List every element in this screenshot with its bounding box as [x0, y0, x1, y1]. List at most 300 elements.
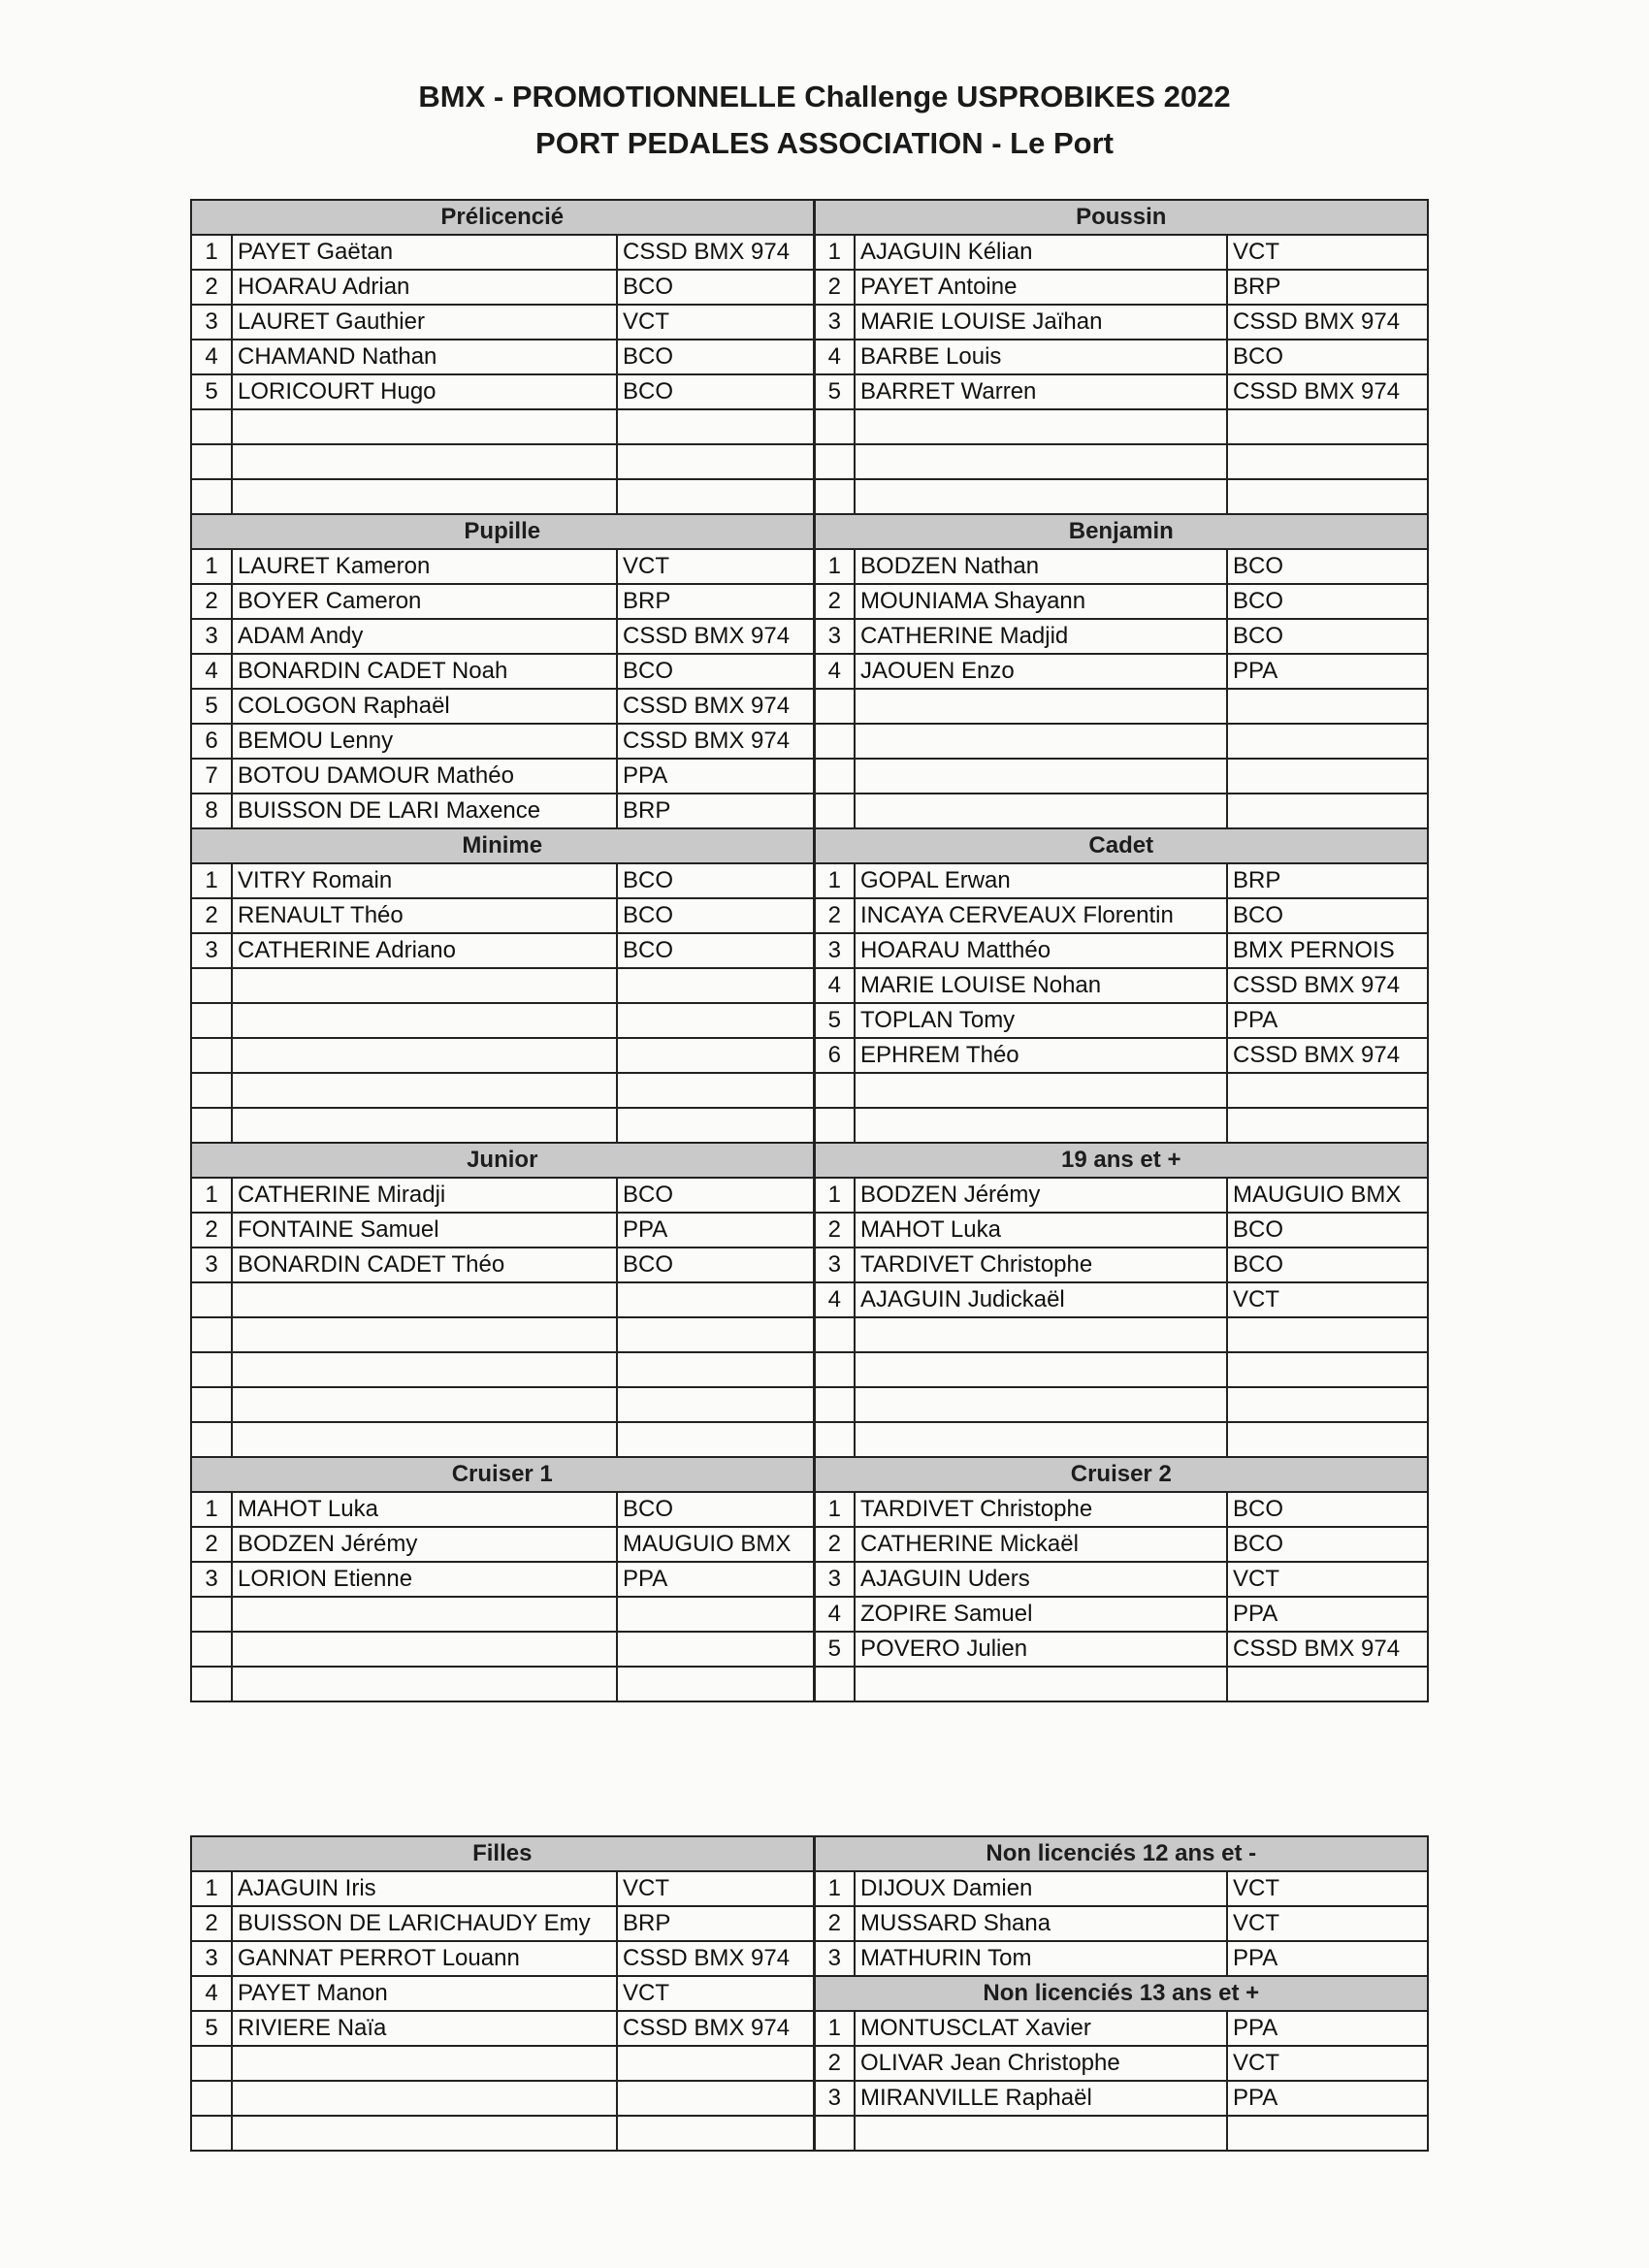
rider-name-cell: CHAMAND Nathan: [232, 340, 617, 374]
club-cell: CSSD BMX 974: [1227, 1632, 1428, 1667]
table-row: [191, 759, 1428, 794]
club-cell: VCT: [617, 1976, 814, 2011]
rider-name-cell: LAURET Gauthier: [232, 305, 617, 340]
rank-cell: [814, 1352, 855, 1387]
rank-cell: [191, 1317, 232, 1352]
rider-name-cell: AJAGUIN Uders: [855, 1562, 1227, 1597]
rank-cell: [191, 479, 232, 514]
club-cell: VCT: [1227, 1282, 1428, 1317]
club-cell: BCO: [617, 898, 814, 933]
rider-name-cell: [232, 1003, 617, 1038]
rider-name-cell: BODZEN Jérémy: [855, 1178, 1227, 1213]
rider-name-cell: PAYET Antoine: [855, 270, 1227, 305]
rank-cell: 4: [191, 340, 232, 374]
rider-name-cell: LORION Etienne: [232, 1562, 617, 1597]
rider-name-cell: BODZEN Nathan: [855, 549, 1227, 584]
table-row: [191, 340, 1428, 374]
table-row: [191, 1422, 1428, 1457]
rank-cell: [814, 1422, 855, 1457]
rank-cell: [191, 1667, 232, 1701]
table-row: [191, 724, 1428, 759]
rider-name-cell: GOPAL Erwan: [855, 863, 1227, 898]
club-cell: [617, 2116, 814, 2151]
rider-name-cell: BEMOU Lenny: [232, 724, 617, 759]
document-header: [0, 74, 1649, 167]
rider-name-cell: AJAGUIN Iris: [232, 1871, 617, 1906]
rider-name-cell: AJAGUIN Judickaël: [855, 1282, 1227, 1317]
rider-name-cell: [855, 1317, 1227, 1352]
rank-cell: [191, 1422, 232, 1457]
rank-cell: [191, 968, 232, 1003]
rank-cell: 5: [814, 1003, 855, 1038]
club-cell: BCO: [617, 270, 814, 305]
rider-name-cell: JAOUEN Enzo: [855, 654, 1227, 689]
club-cell: BCO: [1227, 898, 1428, 933]
club-cell: BCO: [617, 340, 814, 374]
club-cell: [1227, 689, 1428, 724]
rider-name-cell: BONARDIN CADET Théo: [232, 1247, 617, 1282]
category-title: Non licenciés 13 ans et +: [814, 1976, 1428, 2011]
rank-cell: 2: [191, 270, 232, 305]
rider-name-cell: [232, 1387, 617, 1422]
category-title: Benjamin: [814, 514, 1428, 549]
table-row: [191, 619, 1428, 654]
rank-cell: [814, 1108, 855, 1143]
rider-name-cell: POVERO Julien: [855, 1632, 1227, 1667]
rank-cell: [191, 2046, 232, 2081]
club-cell: [617, 409, 814, 444]
rank-cell: 3: [814, 1247, 855, 1282]
rider-name-cell: [232, 2116, 617, 2151]
rank-cell: 1: [814, 235, 855, 270]
rider-name-cell: [232, 1108, 617, 1143]
category-header-row: [191, 200, 1428, 235]
rank-cell: [191, 1282, 232, 1317]
rider-name-cell: [232, 2046, 617, 2081]
table-row: [191, 1073, 1428, 1108]
club-cell: PPA: [617, 1213, 814, 1247]
rank-cell: 6: [191, 724, 232, 759]
rank-cell: 1: [814, 863, 855, 898]
club-cell: CSSD BMX 974: [1227, 1038, 1428, 1073]
club-cell: BCO: [617, 1247, 814, 1282]
category-title: Non licenciés 12 ans et -: [814, 1836, 1428, 1871]
club-cell: VCT: [617, 1871, 814, 1906]
club-cell: [617, 1108, 814, 1143]
rank-cell: 1: [191, 1492, 232, 1527]
rider-name-cell: BUISSON DE LARI Maxence: [232, 794, 617, 828]
rank-cell: [814, 409, 855, 444]
category-title: Prélicencié: [191, 200, 814, 235]
rank-cell: 5: [191, 689, 232, 724]
rider-name-cell: BARRET Warren: [855, 374, 1227, 409]
rank-cell: [814, 1667, 855, 1701]
rank-cell: 1: [191, 235, 232, 270]
table-row: [191, 1597, 1428, 1632]
rank-cell: 4: [191, 654, 232, 689]
table-row: [191, 549, 1428, 584]
rider-name-cell: [232, 1073, 617, 1108]
club-cell: MAUGUIO BMX: [1227, 1178, 1428, 1213]
results-table-main: [190, 199, 1429, 1702]
rider-name-cell: BOTOU DAMOUR Mathéo: [232, 759, 617, 794]
rider-name-cell: [855, 1108, 1227, 1143]
rider-name-cell: CATHERINE Adriano: [232, 933, 617, 968]
club-cell: [617, 1597, 814, 1632]
rider-name-cell: EPHREM Théo: [855, 1038, 1227, 1073]
club-cell: [617, 1352, 814, 1387]
rank-cell: 1: [814, 2011, 855, 2046]
rider-name-cell: [232, 2081, 617, 2116]
table-row: [191, 2081, 1428, 2116]
club-cell: BCO: [617, 1178, 814, 1213]
club-cell: [1227, 409, 1428, 444]
rank-cell: 2: [191, 1527, 232, 1562]
rank-cell: [191, 1597, 232, 1632]
club-cell: BCO: [1227, 619, 1428, 654]
rank-cell: [191, 1632, 232, 1667]
rank-cell: [191, 1003, 232, 1038]
rank-cell: [191, 1073, 232, 1108]
club-cell: BCO: [617, 863, 814, 898]
table-row: [191, 1527, 1428, 1562]
rider-name-cell: RIVIERE Naïa: [232, 2011, 617, 2046]
club-cell: BRP: [617, 584, 814, 619]
rider-name-cell: [232, 1422, 617, 1457]
rank-cell: 3: [814, 2081, 855, 2116]
club-cell: VCT: [1227, 1871, 1428, 1906]
club-cell: BRP: [617, 1906, 814, 1941]
rank-cell: 2: [191, 1213, 232, 1247]
club-cell: CSSD BMX 974: [1227, 305, 1428, 340]
club-cell: CSSD BMX 974: [617, 2011, 814, 2046]
category-title: Cruiser 2: [814, 1457, 1428, 1492]
rank-cell: 2: [191, 584, 232, 619]
table-row: [191, 1247, 1428, 1282]
category-header-row: [191, 1457, 1428, 1492]
rider-name-cell: BONARDIN CADET Noah: [232, 654, 617, 689]
club-cell: BRP: [1227, 270, 1428, 305]
rank-cell: [191, 2081, 232, 2116]
rank-cell: [814, 1387, 855, 1422]
club-cell: [617, 1317, 814, 1352]
rank-cell: 2: [814, 1527, 855, 1562]
rank-cell: 1: [191, 1178, 232, 1213]
club-cell: [617, 1632, 814, 1667]
rank-cell: 5: [814, 1632, 855, 1667]
club-cell: [1227, 1667, 1428, 1701]
club-cell: [1227, 759, 1428, 794]
rider-name-cell: MONTUSCLAT Xavier: [855, 2011, 1227, 2046]
rider-name-cell: BUISSON DE LARICHAUDY Emy: [232, 1906, 617, 1941]
club-cell: PPA: [1227, 1941, 1428, 1976]
club-cell: [1227, 1073, 1428, 1108]
club-cell: BCO: [617, 933, 814, 968]
club-cell: [1227, 2116, 1428, 2151]
club-cell: [617, 444, 814, 479]
rank-cell: [191, 1038, 232, 1073]
rank-cell: [814, 1073, 855, 1108]
rider-name-cell: DIJOUX Damien: [855, 1871, 1227, 1906]
rider-name-cell: [232, 1282, 617, 1317]
club-cell: PPA: [1227, 1597, 1428, 1632]
rider-name-cell: [232, 444, 617, 479]
rank-cell: [191, 1387, 232, 1422]
club-cell: [617, 1003, 814, 1038]
rank-cell: [814, 759, 855, 794]
rider-name-cell: PAYET Manon: [232, 1976, 617, 2011]
rank-cell: 2: [814, 2046, 855, 2081]
category-header-row: [191, 514, 1428, 549]
rank-cell: 2: [191, 898, 232, 933]
rider-name-cell: FONTAINE Samuel: [232, 1213, 617, 1247]
category-title: Cruiser 1: [191, 1457, 814, 1492]
rank-cell: 1: [191, 863, 232, 898]
club-cell: VCT: [1227, 2046, 1428, 2081]
club-cell: PPA: [1227, 2011, 1428, 2046]
table-row: [191, 863, 1428, 898]
table-row: [191, 898, 1428, 933]
rank-cell: [814, 724, 855, 759]
rank-cell: 8: [191, 794, 232, 828]
club-cell: CSSD BMX 974: [617, 1941, 814, 1976]
category-title: Minime: [191, 828, 814, 863]
club-cell: CSSD BMX 974: [617, 689, 814, 724]
rider-name-cell: RENAULT Théo: [232, 898, 617, 933]
table-row: [191, 2116, 1428, 2151]
club-cell: [1227, 794, 1428, 828]
club-cell: VCT: [617, 305, 814, 340]
category-header-row: [191, 1836, 1428, 1871]
club-cell: BCO: [1227, 1527, 1428, 1562]
rank-cell: 2: [814, 270, 855, 305]
rank-cell: 3: [814, 1562, 855, 1597]
club-cell: BCO: [1227, 1247, 1428, 1282]
club-cell: BCO: [617, 1492, 814, 1527]
table-row: [191, 305, 1428, 340]
rank-cell: 1: [814, 549, 855, 584]
rank-cell: 1: [191, 1871, 232, 1906]
rank-cell: 2: [814, 1906, 855, 1941]
table-row: [191, 1213, 1428, 1247]
table-row: [191, 1178, 1428, 1213]
table-row: [191, 1108, 1428, 1143]
rider-name-cell: CATHERINE Madjid: [855, 619, 1227, 654]
rider-name-cell: TARDIVET Christophe: [855, 1492, 1227, 1527]
rider-name-cell: TOPLAN Tomy: [855, 1003, 1227, 1038]
table-row: [191, 1038, 1428, 1073]
rank-cell: [814, 2116, 855, 2151]
rider-name-cell: [232, 1317, 617, 1352]
rank-cell: 3: [814, 619, 855, 654]
rider-name-cell: MARIE LOUISE Nohan: [855, 968, 1227, 1003]
rank-cell: 1: [814, 1178, 855, 1213]
rider-name-cell: [855, 1422, 1227, 1457]
club-cell: [1227, 724, 1428, 759]
rider-name-cell: [855, 444, 1227, 479]
club-cell: MAUGUIO BMX: [617, 1527, 814, 1562]
club-cell: BRP: [617, 794, 814, 828]
club-cell: [617, 968, 814, 1003]
rank-cell: 2: [814, 1213, 855, 1247]
rank-cell: 4: [814, 1597, 855, 1632]
club-cell: [617, 2081, 814, 2116]
rider-name-cell: VITRY Romain: [232, 863, 617, 898]
table-row: [191, 1667, 1428, 1701]
club-cell: [617, 1667, 814, 1701]
club-cell: VCT: [617, 549, 814, 584]
table-row: [191, 235, 1428, 270]
club-cell: BCO: [1227, 340, 1428, 374]
rider-name-cell: MARIE LOUISE Jaïhan: [855, 305, 1227, 340]
rider-name-cell: [855, 409, 1227, 444]
rider-name-cell: [855, 1352, 1227, 1387]
table-row: [191, 1632, 1428, 1667]
rider-name-cell: [855, 759, 1227, 794]
category-title: Poussin: [814, 200, 1428, 235]
rank-cell: 1: [814, 1871, 855, 1906]
club-cell: VCT: [1227, 1906, 1428, 1941]
rank-cell: 4: [814, 1282, 855, 1317]
club-cell: [617, 1387, 814, 1422]
club-cell: VCT: [1227, 235, 1428, 270]
club-cell: PPA: [1227, 654, 1428, 689]
table-row: [191, 1003, 1428, 1038]
club-cell: [617, 479, 814, 514]
rank-cell: [191, 444, 232, 479]
table-row: [191, 1976, 1428, 2011]
rider-name-cell: MAHOT Luka: [232, 1492, 617, 1527]
club-cell: BRP: [1227, 863, 1428, 898]
rank-cell: 2: [191, 1906, 232, 1941]
club-cell: BCO: [1227, 584, 1428, 619]
club-cell: [1227, 1352, 1428, 1387]
table-row: [191, 794, 1428, 828]
rank-cell: 3: [191, 1562, 232, 1597]
club-cell: BCO: [1227, 549, 1428, 584]
rider-name-cell: GANNAT PERROT Louann: [232, 1941, 617, 1976]
table-row: [191, 1871, 1428, 1906]
table-row: [191, 1906, 1428, 1941]
club-cell: VCT: [1227, 1562, 1428, 1597]
category-title: Cadet: [814, 828, 1428, 863]
club-cell: BMX PERNOIS: [1227, 933, 1428, 968]
club-cell: CSSD BMX 974: [617, 724, 814, 759]
document-title: BMX - PROMOTIONNELLE Challenge USPROBIKES 2022: [418, 80, 1231, 113]
table-row: [191, 968, 1428, 1003]
table-row: [191, 444, 1428, 479]
rider-name-cell: LAURET Kameron: [232, 549, 617, 584]
rider-name-cell: [855, 1667, 1227, 1701]
table-row: [191, 409, 1428, 444]
rank-cell: 3: [191, 305, 232, 340]
rider-name-cell: [232, 1352, 617, 1387]
rider-name-cell: MIRANVILLE Raphaël: [855, 2081, 1227, 2116]
rank-cell: 3: [191, 1247, 232, 1282]
rider-name-cell: [855, 724, 1227, 759]
table-row: [191, 689, 1428, 724]
club-cell: [617, 1038, 814, 1073]
club-cell: [1227, 1108, 1428, 1143]
club-cell: [1227, 479, 1428, 514]
rank-cell: 3: [814, 305, 855, 340]
rider-name-cell: MOUNIAMA Shayann: [855, 584, 1227, 619]
table-row: [191, 933, 1428, 968]
rank-cell: 3: [191, 1941, 232, 1976]
table-row: [191, 1387, 1428, 1422]
club-cell: PPA: [617, 1562, 814, 1597]
club-cell: [617, 1073, 814, 1108]
rider-name-cell: [232, 409, 617, 444]
rank-cell: 2: [814, 898, 855, 933]
rider-name-cell: [855, 1387, 1227, 1422]
rider-name-cell: [232, 1632, 617, 1667]
rider-name-cell: CATHERINE Mickaël: [855, 1527, 1227, 1562]
category-title: Junior: [191, 1143, 814, 1178]
rank-cell: [814, 479, 855, 514]
rider-name-cell: HOARAU Matthéo: [855, 933, 1227, 968]
rider-name-cell: BODZEN Jérémy: [232, 1527, 617, 1562]
club-cell: CSSD BMX 974: [617, 235, 814, 270]
rider-name-cell: COLOGON Raphaël: [232, 689, 617, 724]
rank-cell: 3: [191, 933, 232, 968]
rank-cell: 4: [814, 968, 855, 1003]
rider-name-cell: MAHOT Luka: [855, 1213, 1227, 1247]
rider-name-cell: HOARAU Adrian: [232, 270, 617, 305]
table-row: [191, 1317, 1428, 1352]
rider-name-cell: LORICOURT Hugo: [232, 374, 617, 409]
table-row: [191, 479, 1428, 514]
table-row: [191, 2011, 1428, 2046]
rider-name-cell: CATHERINE Miradji: [232, 1178, 617, 1213]
rank-cell: [191, 1352, 232, 1387]
rank-cell: 4: [191, 1976, 232, 2011]
table-row: [191, 1562, 1428, 1597]
rider-name-cell: MUSSARD Shana: [855, 1906, 1227, 1941]
club-cell: [1227, 1387, 1428, 1422]
rank-cell: 6: [814, 1038, 855, 1073]
rider-name-cell: [232, 479, 617, 514]
rider-name-cell: INCAYA CERVEAUX Florentin: [855, 898, 1227, 933]
rider-name-cell: [855, 479, 1227, 514]
document-subtitle: PORT PEDALES ASSOCIATION - Le Port: [535, 126, 1114, 160]
club-cell: BCO: [617, 654, 814, 689]
club-cell: BCO: [617, 374, 814, 409]
rank-cell: [814, 794, 855, 828]
rank-cell: [814, 444, 855, 479]
rank-cell: 3: [191, 619, 232, 654]
rider-name-cell: [232, 1667, 617, 1701]
rider-name-cell: BOYER Cameron: [232, 584, 617, 619]
rank-cell: [814, 1317, 855, 1352]
club-cell: CSSD BMX 974: [1227, 968, 1428, 1003]
category-header-row: [191, 828, 1428, 863]
rank-cell: [814, 689, 855, 724]
club-cell: [617, 2046, 814, 2081]
rider-name-cell: [232, 1038, 617, 1073]
club-cell: BCO: [1227, 1492, 1428, 1527]
rider-name-cell: PAYET Gaëtan: [232, 235, 617, 270]
table-row: [191, 270, 1428, 305]
club-cell: BCO: [1227, 1213, 1428, 1247]
table-row: [191, 1352, 1428, 1387]
category-title: 19 ans et +: [814, 1143, 1428, 1178]
category-header-row: [191, 1143, 1428, 1178]
category-title: Pupille: [191, 514, 814, 549]
club-cell: [1227, 1317, 1428, 1352]
category-title: Filles: [191, 1836, 814, 1871]
table-row: [191, 1282, 1428, 1317]
